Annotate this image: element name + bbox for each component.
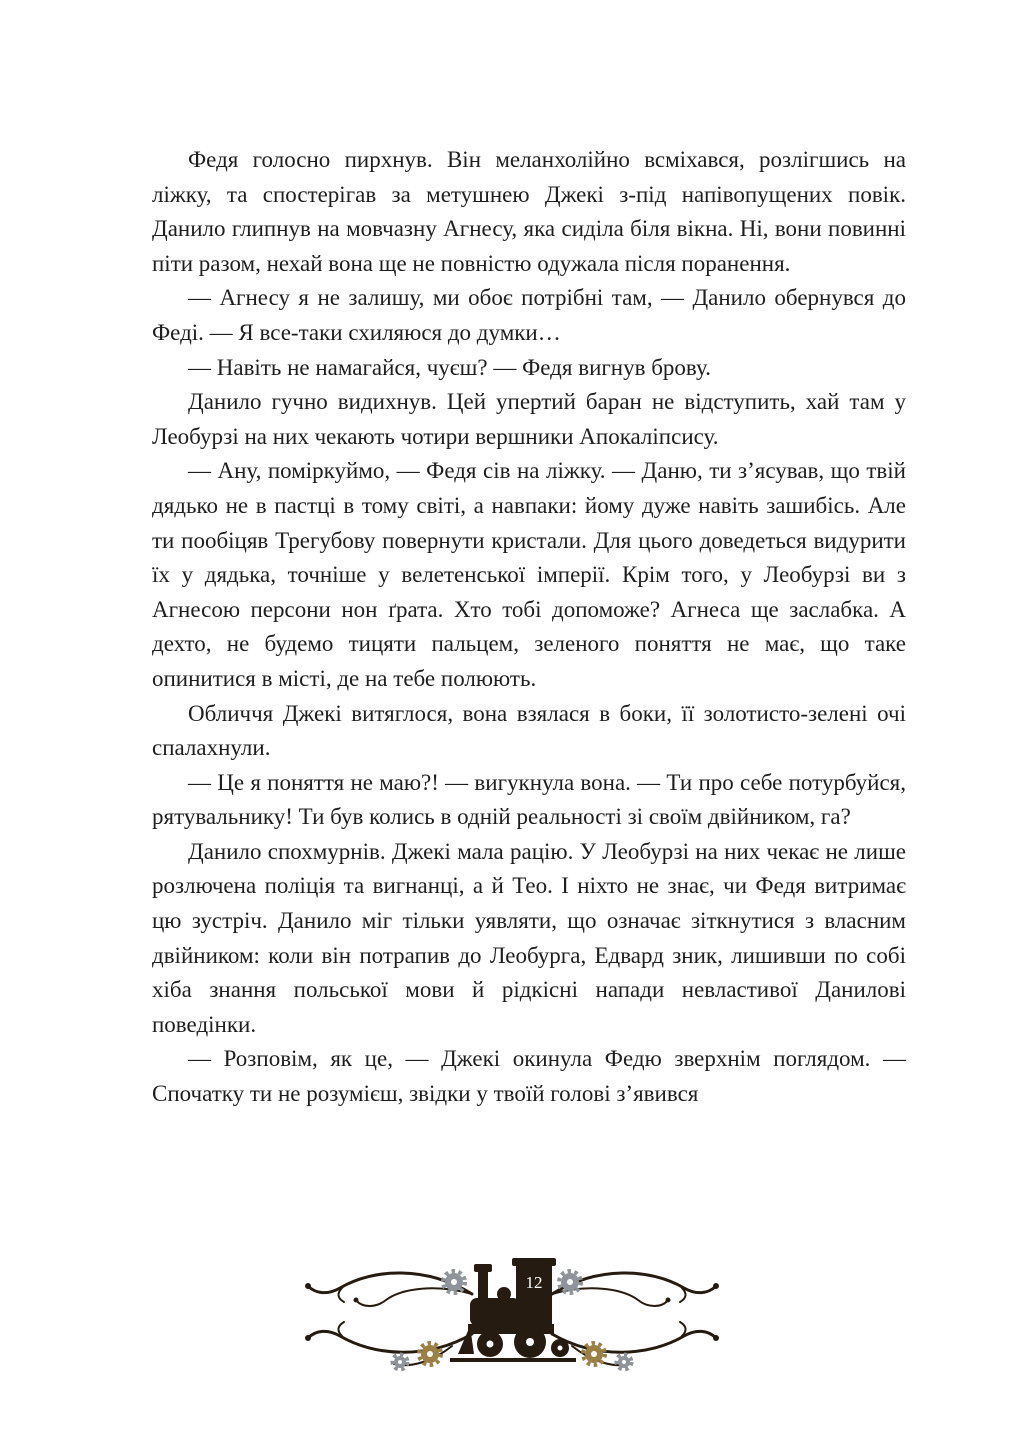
paragraph: Федя голосно пирхнув. Він меланхолійно всміхався, розлігшись на ліжку, та спостерігав за метушнею Джекі з-під напівопущених повік. Данило глипнув на мовчазну Агнесу, яка сиділа біля вікна. Ні, вони повинні піти разом, нехай вона ще не повністю одужала після поранення. — [152, 147, 906, 276]
gear-icon — [583, 1343, 605, 1365]
page-number: 12 — [525, 1273, 543, 1292]
paragraph: Обличчя Джекі витяглося, вона взялася в боки, її золотисто-зелені очі спалахнули. — [152, 700, 906, 761]
gear-icon — [617, 1355, 632, 1370]
paragraph: Данило спохмурнів. Джекі мала рацію. У Леобурзі на них чекає не лише розлючена поліція та вигнанці, а й Тео. І ніхто не знає, чи Федя витримає цю зустріч. Данило міг тільки уявляти, що означає зіткнутися з власним двійником: коли він потрапив до Леобурга, Едвард зник, лишивши по собі хіба знання польської мови й рідкісні напади невластивої Данилові поведінки. — [152, 838, 906, 1037]
footer-ornament — [302, 1242, 722, 1397]
locomotive-ornament — [302, 1242, 722, 1392]
paragraph: — Це я поняття не маю?! — вигукнула вона. — Ти про себе потурбуйся, рятувальнику! Ти був колись в одній реальності зі своїм двійником, га? — [152, 769, 906, 830]
book-page-text — [152, 143, 906, 1112]
paragraph: — Ану, поміркуймо, — Федя сів на ліжку. — Даню, ти з’ясував, що твій дядько не в пастці в тому світі, а навпаки: йому дуже навіть зашибісь. Але ти пообіцяв Трегубову повернути кристали. Для цього доведеться видурити їх у дядька, точніше у велетенської імперії. Крім того, у Леобурзі ви з Агнесою персони нон ґрата. Хто тобі допоможе? Агнеса ще заслабка. А дехто, не будемо тицяти пальцем, зеленого поняття не має, що таке опинитися в місті, де на тебе полюють. — [152, 458, 906, 691]
paragraph: Данило гучно видихнув. Цей упертий баран не відступить, хай там у Леобурзі на них чекають чотири вершники Апокаліпсису. — [152, 389, 906, 449]
paragraph: — Розповім, як це, — Джекі окинула Федю зверхнім поглядом. — Спочатку ти не розумієш, звідки у твоїй голові з’явився — [152, 1046, 906, 1107]
gear-icon — [393, 1355, 408, 1370]
paragraph: — Агнесу я не залишу, ми обоє потрібні там, — Данило обернувся до Феді. — Я все-таки схиляюся до думки… — [152, 285, 906, 345]
locomotive-icon — [450, 1258, 576, 1362]
paragraph: — Навіть не намагайся, чуєш? — Федя вигнув брову. — [188, 354, 711, 380]
